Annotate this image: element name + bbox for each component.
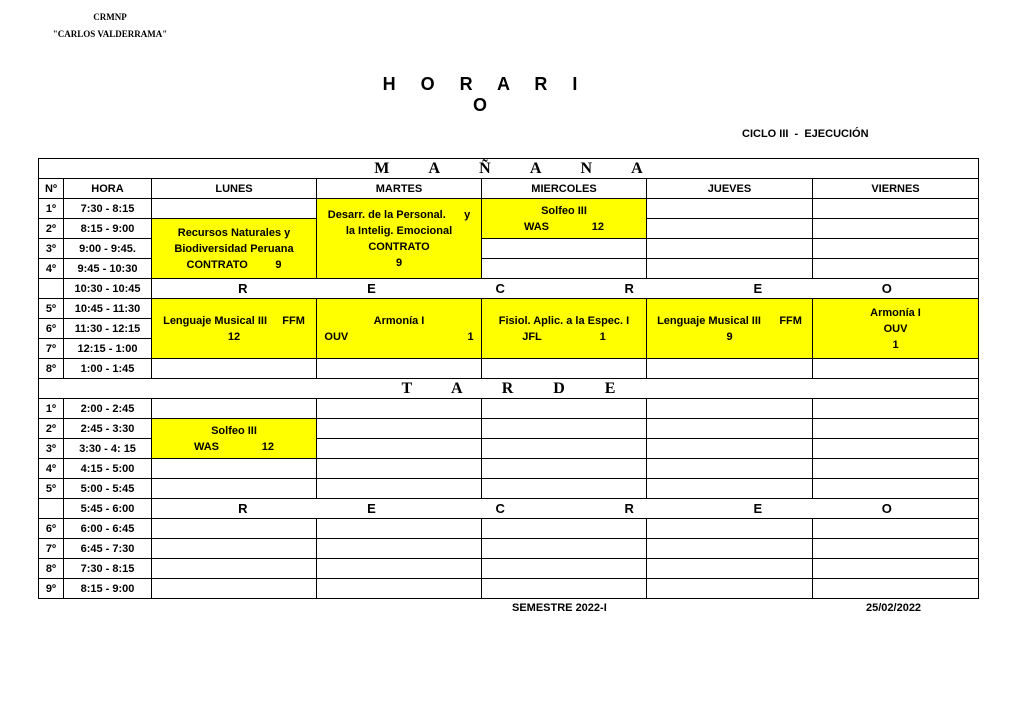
empty-cell <box>647 239 813 259</box>
empty-cell <box>813 439 979 459</box>
empty-cell <box>647 479 813 499</box>
column-header-martes: MARTES <box>317 179 482 199</box>
recreo-morning: R E C R E O <box>152 279 979 299</box>
institution-acronym: CRMNP <box>93 12 127 22</box>
row-time: 10:30 - 10:45 <box>64 279 152 299</box>
class-line: Armonía I <box>870 306 921 319</box>
recreo-afternoon: R E C R E O <box>152 499 979 519</box>
row-time: 7:30 - 8:15 <box>64 559 152 579</box>
section-afternoon-header: T A R D E <box>39 379 979 399</box>
empty-cell <box>482 559 647 579</box>
empty-cell <box>482 419 647 439</box>
row-number: 6º <box>39 319 64 339</box>
empty-cell <box>813 239 979 259</box>
empty-cell <box>317 439 482 459</box>
class-desarrollo-personal <box>317 199 482 279</box>
row-number: 8º <box>39 559 64 579</box>
row-number: 5º <box>39 299 64 319</box>
empty-cell <box>482 439 647 459</box>
row-number: 9º <box>39 579 64 599</box>
class-line: WAS 12 <box>193 440 275 453</box>
class-lenguaje-musical-lunes <box>152 299 317 359</box>
row-time: 11:30 - 12:15 <box>64 319 152 339</box>
class-line: Recursos Naturales y <box>177 226 291 239</box>
class-solfeo-miercoles <box>482 199 647 239</box>
empty-cell <box>482 259 647 279</box>
empty-cell <box>317 539 482 559</box>
class-solfeo-lunes <box>152 419 317 459</box>
empty-cell <box>152 539 317 559</box>
column-header-hora: HORA <box>64 179 152 199</box>
empty-cell <box>813 459 979 479</box>
empty-cell <box>647 559 813 579</box>
class-line: Lenguaje Musical III FFM <box>657 314 802 327</box>
column-header-lunes: LUNES <box>152 179 317 199</box>
empty-cell <box>152 579 317 599</box>
empty-cell <box>482 359 647 379</box>
institution-name: "CARLOS VALDERRAMA" <box>52 29 168 39</box>
class-line: OUV <box>883 322 908 335</box>
row-time: 5:00 - 5:45 <box>64 479 152 499</box>
column-header-jueves: JUEVES <box>647 179 813 199</box>
class-line: Lenguaje Musical III FFM <box>163 314 305 327</box>
row-number <box>39 279 64 299</box>
empty-cell <box>813 259 979 279</box>
row-time: 3:30 - 4: 15 <box>64 439 152 459</box>
row-number: 1º <box>39 399 64 419</box>
empty-cell <box>647 419 813 439</box>
row-number: 5º <box>39 479 64 499</box>
semester-label: SEMESTRE 2022-I <box>512 602 607 614</box>
empty-cell <box>152 559 317 579</box>
row-time: 9:00 - 9:45. <box>64 239 152 259</box>
row-time: 12:15 - 1:00 <box>64 339 152 359</box>
empty-cell <box>647 519 813 539</box>
empty-cell <box>482 539 647 559</box>
empty-cell <box>317 519 482 539</box>
class-armonia-martes <box>317 299 482 359</box>
class-fisiologia <box>482 299 647 359</box>
empty-cell <box>813 359 979 379</box>
class-line: WAS 12 <box>523 220 605 233</box>
class-line: 9 <box>726 330 733 343</box>
column-header-viernes: VIERNES <box>813 179 979 199</box>
class-line: la Intelig. Emocional <box>345 224 453 237</box>
class-line: 9 <box>395 256 403 269</box>
class-lenguaje-musical-jueves <box>647 299 813 359</box>
row-number: 8º <box>39 359 64 379</box>
row-number: 7º <box>39 339 64 359</box>
empty-cell <box>647 359 813 379</box>
row-time: 2:00 - 2:45 <box>64 399 152 419</box>
row-number: 3º <box>39 439 64 459</box>
empty-cell <box>647 539 813 559</box>
class-line: 12 <box>227 330 241 343</box>
empty-cell <box>317 419 482 439</box>
empty-cell <box>152 479 317 499</box>
empty-cell <box>482 579 647 599</box>
row-time: 9:45 - 10:30 <box>64 259 152 279</box>
row-number: 7º <box>39 539 64 559</box>
empty-cell <box>813 519 979 539</box>
row-time: 6:00 - 6:45 <box>64 519 152 539</box>
schedule-table <box>38 158 979 599</box>
empty-cell <box>813 539 979 559</box>
class-line: CONTRATO 9 <box>186 258 282 271</box>
class-line: Armonía I <box>373 314 425 327</box>
cycle-label: CICLO III - EJECUCIÓN <box>742 128 869 140</box>
row-time: 4:15 - 5:00 <box>64 459 152 479</box>
empty-cell <box>152 199 317 219</box>
class-armonia-viernes <box>813 299 979 359</box>
column-header-num: Nº <box>39 179 64 199</box>
column-header-miercoles: MIERCOLES <box>482 179 647 199</box>
empty-cell <box>152 519 317 539</box>
row-time: 8:15 - 9:00 <box>64 219 152 239</box>
row-number: 4º <box>39 459 64 479</box>
date-label: 25/02/2022 <box>866 602 922 614</box>
row-time: 5:45 - 6:00 <box>64 499 152 519</box>
empty-cell <box>647 439 813 459</box>
page-title: H O R A R I O <box>382 74 588 115</box>
empty-cell <box>813 199 979 219</box>
empty-cell <box>317 479 482 499</box>
empty-cell <box>317 579 482 599</box>
empty-cell <box>647 579 813 599</box>
class-line: OUV 1 <box>324 330 474 343</box>
row-number: 3º <box>39 239 64 259</box>
class-line: JFL 1 <box>522 330 606 343</box>
empty-cell <box>317 359 482 379</box>
empty-cell <box>647 259 813 279</box>
empty-cell <box>813 419 979 439</box>
empty-cell <box>482 239 647 259</box>
empty-cell <box>813 399 979 419</box>
row-time: 10:45 - 11:30 <box>64 299 152 319</box>
empty-cell <box>482 459 647 479</box>
empty-cell <box>152 399 317 419</box>
row-number <box>39 499 64 519</box>
row-time: 8:15 - 9:00 <box>64 579 152 599</box>
empty-cell <box>152 459 317 479</box>
row-number: 2º <box>39 219 64 239</box>
class-line: 1 <box>892 338 899 351</box>
empty-cell <box>647 219 813 239</box>
row-time: 6:45 - 7:30 <box>64 539 152 559</box>
class-recursos-naturales <box>152 219 317 279</box>
empty-cell <box>152 359 317 379</box>
row-number: 2º <box>39 419 64 439</box>
row-time: 2:45 - 3:30 <box>64 419 152 439</box>
empty-cell <box>647 459 813 479</box>
empty-cell <box>317 559 482 579</box>
empty-cell <box>482 519 647 539</box>
empty-cell <box>482 479 647 499</box>
empty-cell <box>813 579 979 599</box>
empty-cell <box>813 479 979 499</box>
empty-cell <box>317 399 482 419</box>
class-line: Biodiversidad Peruana <box>174 242 294 255</box>
class-line: Solfeo III <box>211 424 257 437</box>
class-line: CONTRATO <box>368 240 430 253</box>
row-number: 4º <box>39 259 64 279</box>
empty-cell <box>482 399 647 419</box>
row-time: 7:30 - 8:15 <box>64 199 152 219</box>
empty-cell <box>813 219 979 239</box>
empty-cell <box>813 559 979 579</box>
row-time: 1:00 - 1:45 <box>64 359 152 379</box>
section-morning-header: M A Ñ A N A <box>39 159 979 179</box>
empty-cell <box>317 459 482 479</box>
row-number: 6º <box>39 519 64 539</box>
empty-cell <box>647 399 813 419</box>
class-line: Solfeo III <box>541 204 587 217</box>
class-line: Desarr. de la Personal. y <box>327 208 471 221</box>
class-line: Fisiol. Aplic. a la Espec. I <box>498 314 630 327</box>
row-number: 1º <box>39 199 64 219</box>
empty-cell <box>647 199 813 219</box>
